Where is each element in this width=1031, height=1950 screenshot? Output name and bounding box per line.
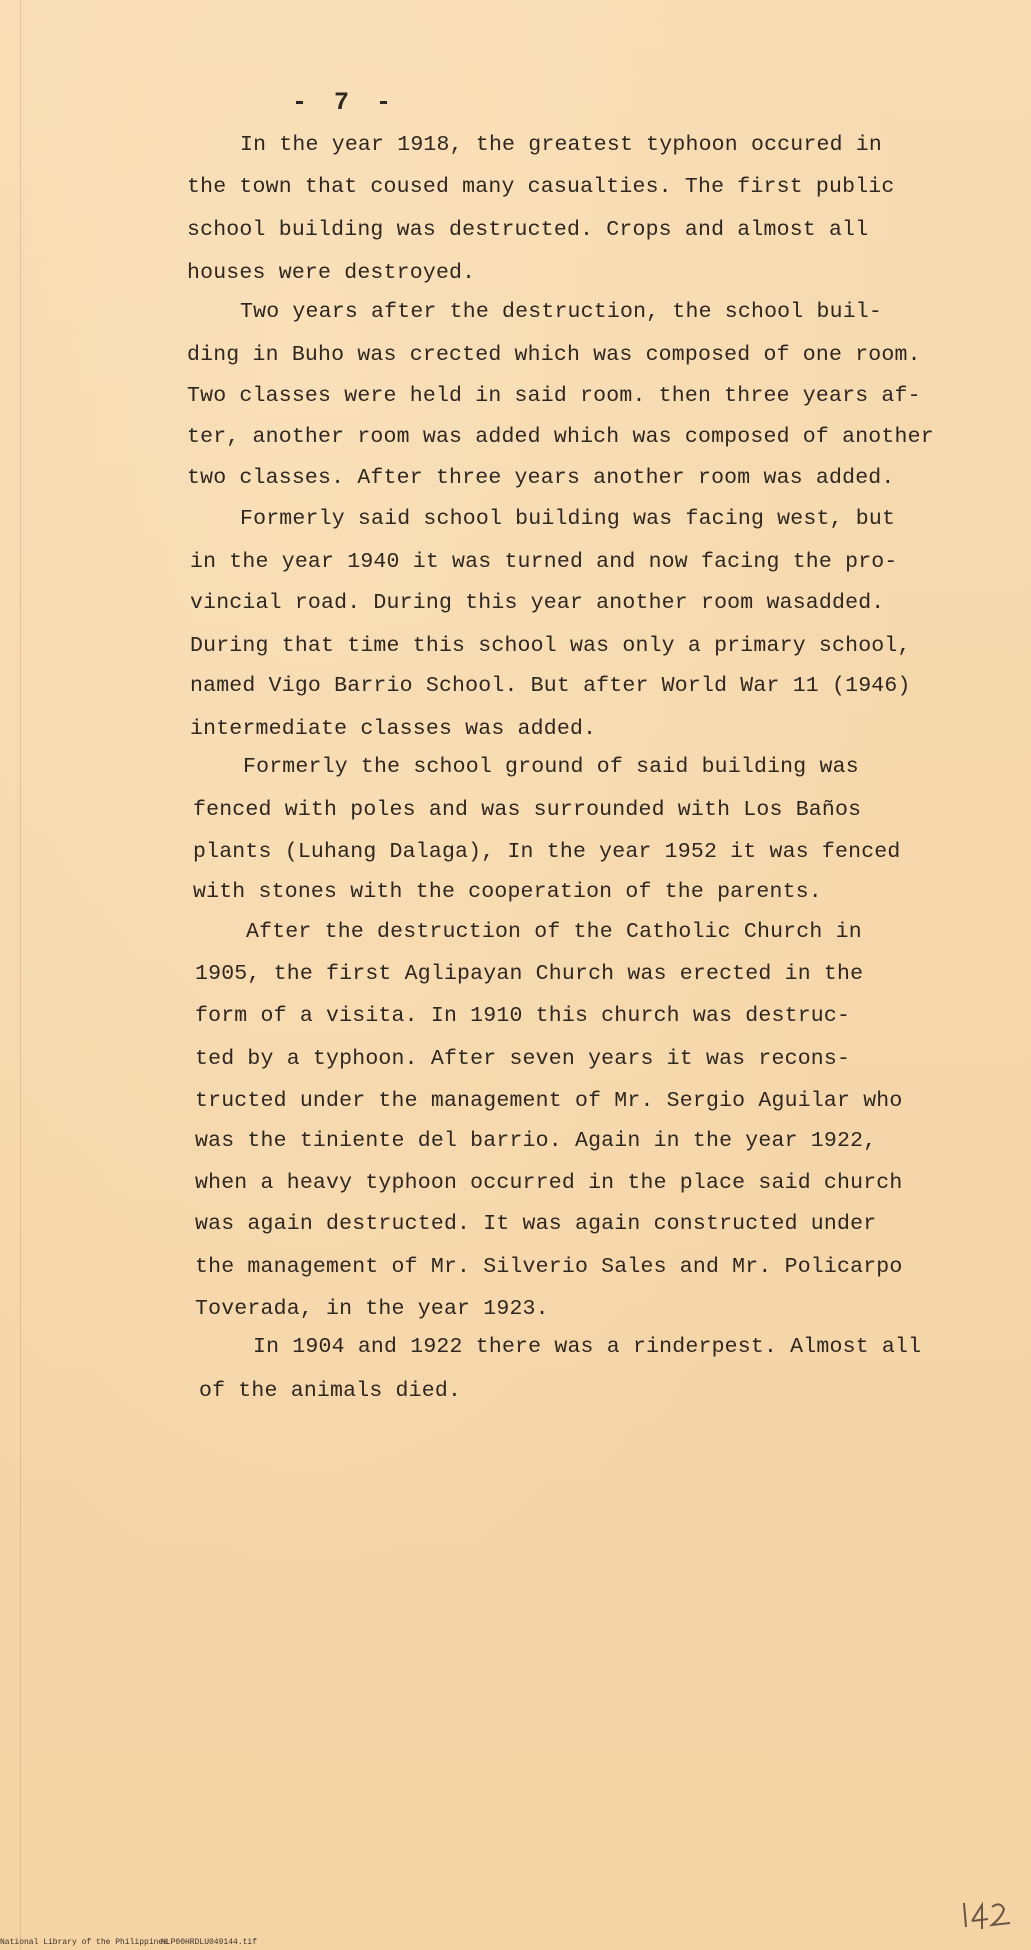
text-line: Formerly said school building was facing west, but: [240, 507, 896, 531]
text-line: 1905, the first Aglipayan Church was erected in the: [195, 962, 864, 986]
text-line: named Vigo Barrio School. But after World War 11 (1946): [190, 674, 911, 698]
text-line: In 1904 and 1922 there was a rinderpest. Almost all: [253, 1335, 922, 1359]
text-line: with stones with the cooperation of the parents.: [193, 880, 822, 904]
text-line: Toverada, in the year 1923.: [195, 1297, 549, 1321]
text-line: in the year 1940 it was turned and now facing the pro-: [190, 550, 898, 574]
text-line: In the year 1918, the greatest typhoon occured in: [240, 133, 883, 157]
text-line: of the animals died.: [199, 1379, 462, 1403]
text-line: During that time this school was only a primary school,: [190, 634, 911, 658]
text-line: school building was destructed. Crops and almost all: [187, 218, 869, 242]
text-line: was the tiniente del barrio. Again in the year 1922,: [195, 1129, 877, 1153]
text-line: the town that coused many casualties. The first public: [187, 175, 895, 199]
text-line: when a heavy typhoon occurred in the place said church: [195, 1171, 903, 1195]
text-line: fenced with poles and was surrounded with Los Baños: [193, 798, 862, 822]
text-line: the management of Mr. Silverio Sales and Mr. Policarpo: [195, 1255, 903, 1279]
text-line: plants (Luhang Dalaga), In the year 1952 it was fenced: [193, 840, 901, 864]
text-line: Two classes were held in said room. then three years af-: [187, 384, 921, 408]
text-line: Formerly the school ground of said building was: [243, 755, 859, 779]
footer-filename: NLP00HRDLU049144.tif: [161, 1938, 258, 1947]
text-line: form of a visita. In 1910 this church was destruc-: [195, 1004, 851, 1028]
text-line: After the destruction of the Catholic Church in: [246, 920, 862, 944]
text-line: two classes. After three years another room was added.: [187, 466, 895, 490]
text-line: ter, another room was added which was composed of another: [187, 425, 934, 449]
footer-library: National Library of the Philippines: [0, 1938, 169, 1947]
page-number: - 7 -: [292, 88, 398, 117]
text-line: was again destructed. It was again constructed under: [195, 1212, 877, 1236]
text-line: Two years after the destruction, the school buil-: [240, 300, 883, 324]
handwritten-note: [958, 1893, 1014, 1933]
text-line: houses were destroyed.: [187, 261, 476, 285]
text-line: tructed under the management of Mr. Sergio Aguilar who: [195, 1089, 903, 1113]
margin-line: [20, 0, 21, 1950]
text-line: vincial road. During this year another room wasadded.: [190, 591, 885, 615]
text-line: ted by a typhoon. After seven years it was recons-: [195, 1047, 851, 1071]
text-line: intermediate classes was added.: [190, 717, 597, 741]
text-line: ding in Buho was crected which was composed of one room.: [187, 343, 921, 367]
